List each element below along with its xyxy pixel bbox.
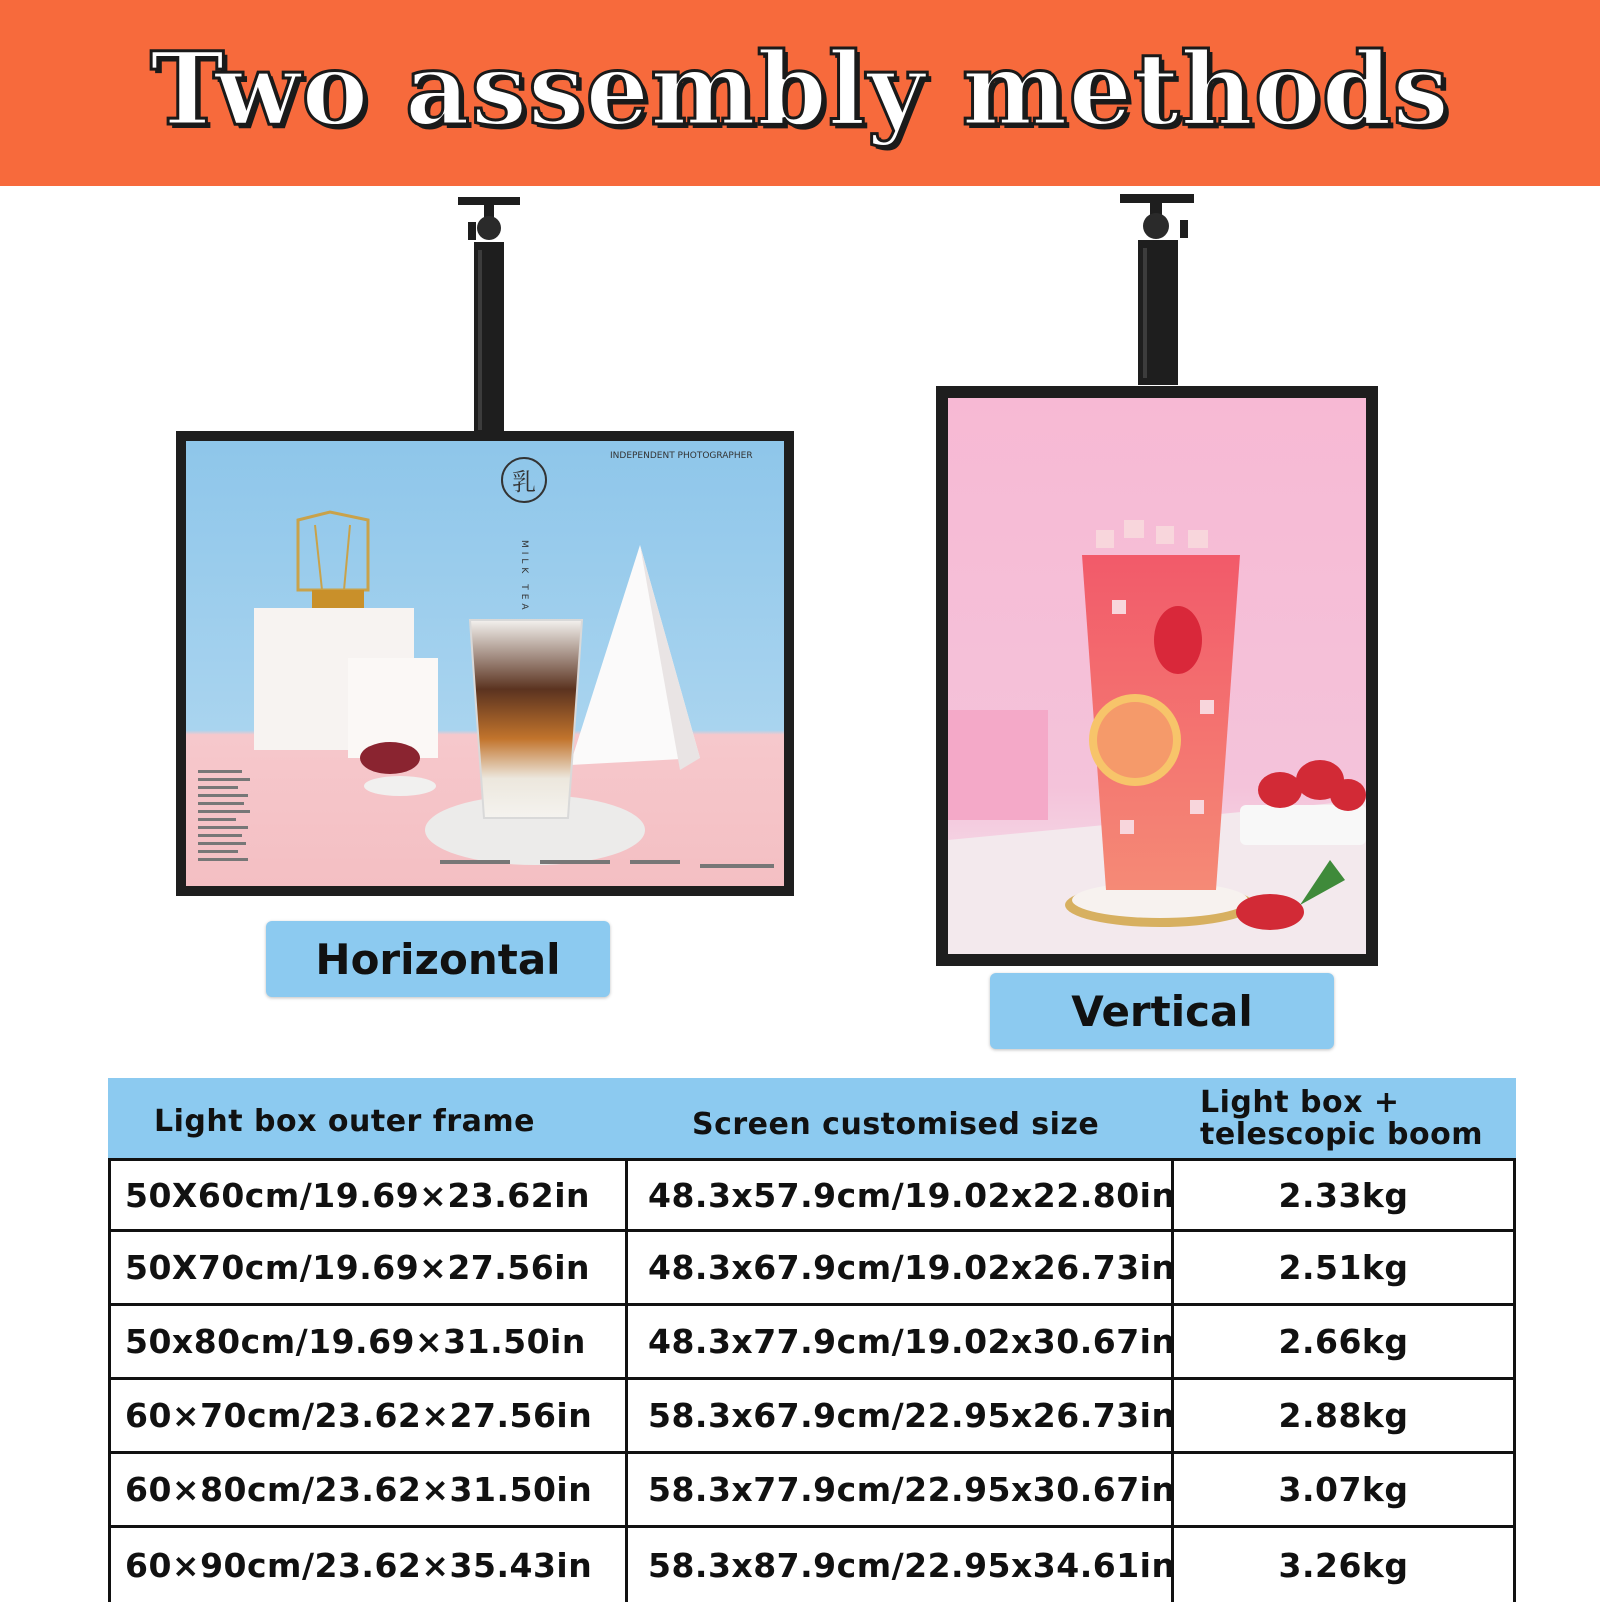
- vertical-lightbox: [936, 194, 1378, 966]
- screen-size: 48.3x57.9cm/19.02x22.80in: [628, 1161, 1174, 1229]
- table-row: [108, 1306, 1516, 1380]
- horizontal-label: Horizontal: [266, 921, 610, 997]
- table-row: [108, 1454, 1516, 1528]
- banner-title: Two assembly methods: [150, 30, 1450, 148]
- weight: 2.66kg: [1174, 1306, 1516, 1377]
- table-row: [108, 1158, 1516, 1232]
- horizontal-lightbox: [176, 197, 794, 896]
- weight: 2.33kg: [1174, 1161, 1516, 1229]
- weight: 3.26kg: [1174, 1528, 1516, 1602]
- table-row: [108, 1380, 1516, 1454]
- screen-size: 58.3x87.9cm/22.95x34.61in: [628, 1528, 1174, 1602]
- header-weight-line1: Light box +: [1200, 1085, 1400, 1120]
- frame-size: 60×80cm/23.62×31.50in: [108, 1454, 628, 1525]
- frame-size: 60×90cm/23.62×35.43in: [108, 1528, 628, 1602]
- product-illustration: [0, 186, 1600, 1076]
- screen-size: 58.3x77.9cm/22.95x30.67in: [628, 1454, 1174, 1525]
- header-weight-line2: telescopic boom: [1200, 1117, 1484, 1152]
- screen-size: 58.3x67.9cm/22.95x26.73in: [628, 1380, 1174, 1451]
- header-frame: Light box outer frame: [154, 1104, 535, 1139]
- screen-size: 48.3x67.9cm/19.02x26.73in: [628, 1232, 1174, 1303]
- poster-side-text: MILK TEA: [519, 540, 529, 614]
- table-row: [108, 1232, 1516, 1306]
- frame-size: 50X60cm/19.69×23.62in: [108, 1161, 628, 1229]
- frame-size: 60×70cm/23.62×27.56in: [108, 1380, 628, 1451]
- screen-size: 48.3x77.9cm/19.02x30.67in: [628, 1306, 1174, 1377]
- frame-size: 50x80cm/19.69×31.50in: [108, 1306, 628, 1377]
- weight: 2.88kg: [1174, 1380, 1516, 1451]
- header-banner: [0, 0, 1600, 186]
- weight: 2.51kg: [1174, 1232, 1516, 1303]
- table-row: [108, 1528, 1516, 1602]
- weight: 3.07kg: [1174, 1454, 1516, 1525]
- vertical-label: Vertical: [990, 973, 1334, 1049]
- frame-size: 50X70cm/19.69×27.56in: [108, 1232, 628, 1303]
- header-screen: Screen customised size: [692, 1107, 1100, 1142]
- poster-caption: INDEPENDENT PHOTOGRAPHER: [610, 451, 753, 461]
- table-header: [108, 1078, 1516, 1158]
- poster-logo: 乳: [512, 468, 536, 496]
- header-weight: [1200, 1087, 1483, 1151]
